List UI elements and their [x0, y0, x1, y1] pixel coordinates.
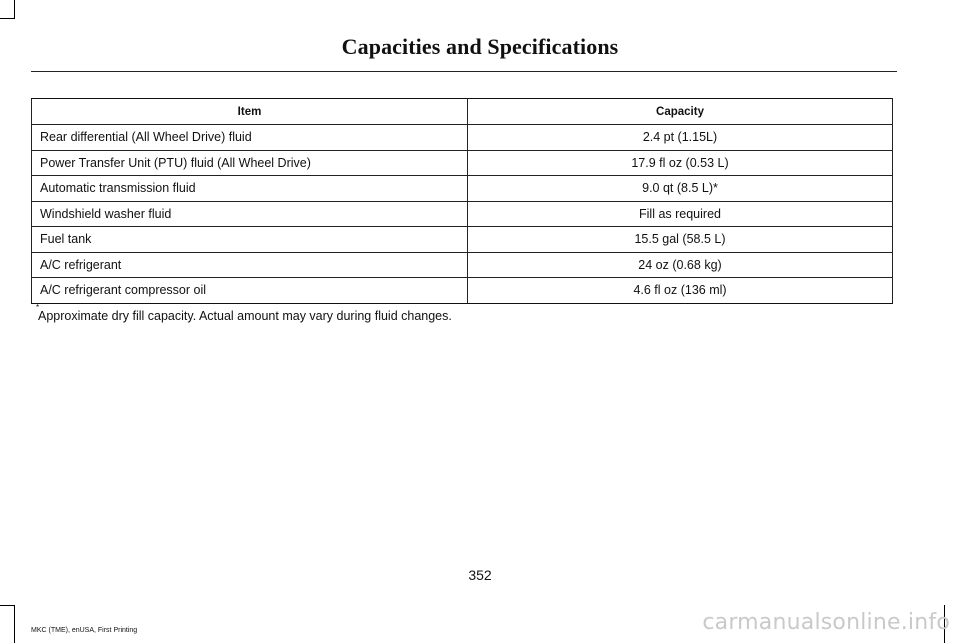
table-row	[32, 201, 893, 227]
footer-printing-info: MKC (TME), enUSA, First Printing	[31, 627, 138, 634]
table-row	[32, 150, 893, 176]
crop-mark-bottom-left-horizontal	[0, 605, 15, 606]
watermark: carmanualsonline.info	[702, 610, 950, 635]
capacity-cell: 24 oz (0.68 kg)	[468, 252, 893, 278]
capacity-cell: 9.0 qt (8.5 L)*	[468, 176, 893, 202]
table-row	[32, 252, 893, 278]
capacity-cell: 17.9 fl oz (0.53 L)	[468, 150, 893, 176]
crop-mark-top-left-horizontal	[0, 18, 15, 19]
table-header-row	[32, 99, 893, 125]
crop-mark-top-left-vertical	[14, 0, 15, 18]
page-title: Capacities and Specifications	[341, 34, 619, 59]
capacity-cell: 4.6 fl oz (136 ml)	[468, 278, 893, 304]
capacity-cell: 15.5 gal (58.5 L)	[468, 227, 893, 253]
table-row	[32, 176, 893, 202]
table-row	[32, 278, 893, 304]
column-header-capacity: Capacity	[468, 99, 893, 125]
table-row	[32, 227, 893, 253]
item-cell: A/C refrigerant compressor oil	[32, 278, 468, 304]
item-cell: Rear differential (All Wheel Drive) fluid	[32, 125, 468, 151]
footnote-marker: *	[36, 303, 40, 312]
capacity-cell: Fill as required	[468, 201, 893, 227]
capacities-table	[31, 98, 893, 304]
capacity-cell: 2.4 pt (1.15L)	[468, 125, 893, 151]
crop-mark-bottom-left-vertical	[14, 605, 15, 643]
page-number: 352	[468, 567, 492, 583]
item-cell: Power Transfer Unit (PTU) fluid (All Wheel Drive)	[32, 150, 468, 176]
column-header-item: Item	[32, 99, 468, 125]
table-row	[32, 125, 893, 151]
title-divider	[31, 71, 897, 72]
footnote-text: Approximate dry fill capacity. Actual amount may vary during fluid changes.	[38, 309, 452, 323]
item-cell: A/C refrigerant	[32, 252, 468, 278]
item-cell: Automatic transmission fluid	[32, 176, 468, 202]
footnote	[36, 303, 452, 323]
item-cell: Fuel tank	[32, 227, 468, 253]
item-cell: Windshield washer fluid	[32, 201, 468, 227]
